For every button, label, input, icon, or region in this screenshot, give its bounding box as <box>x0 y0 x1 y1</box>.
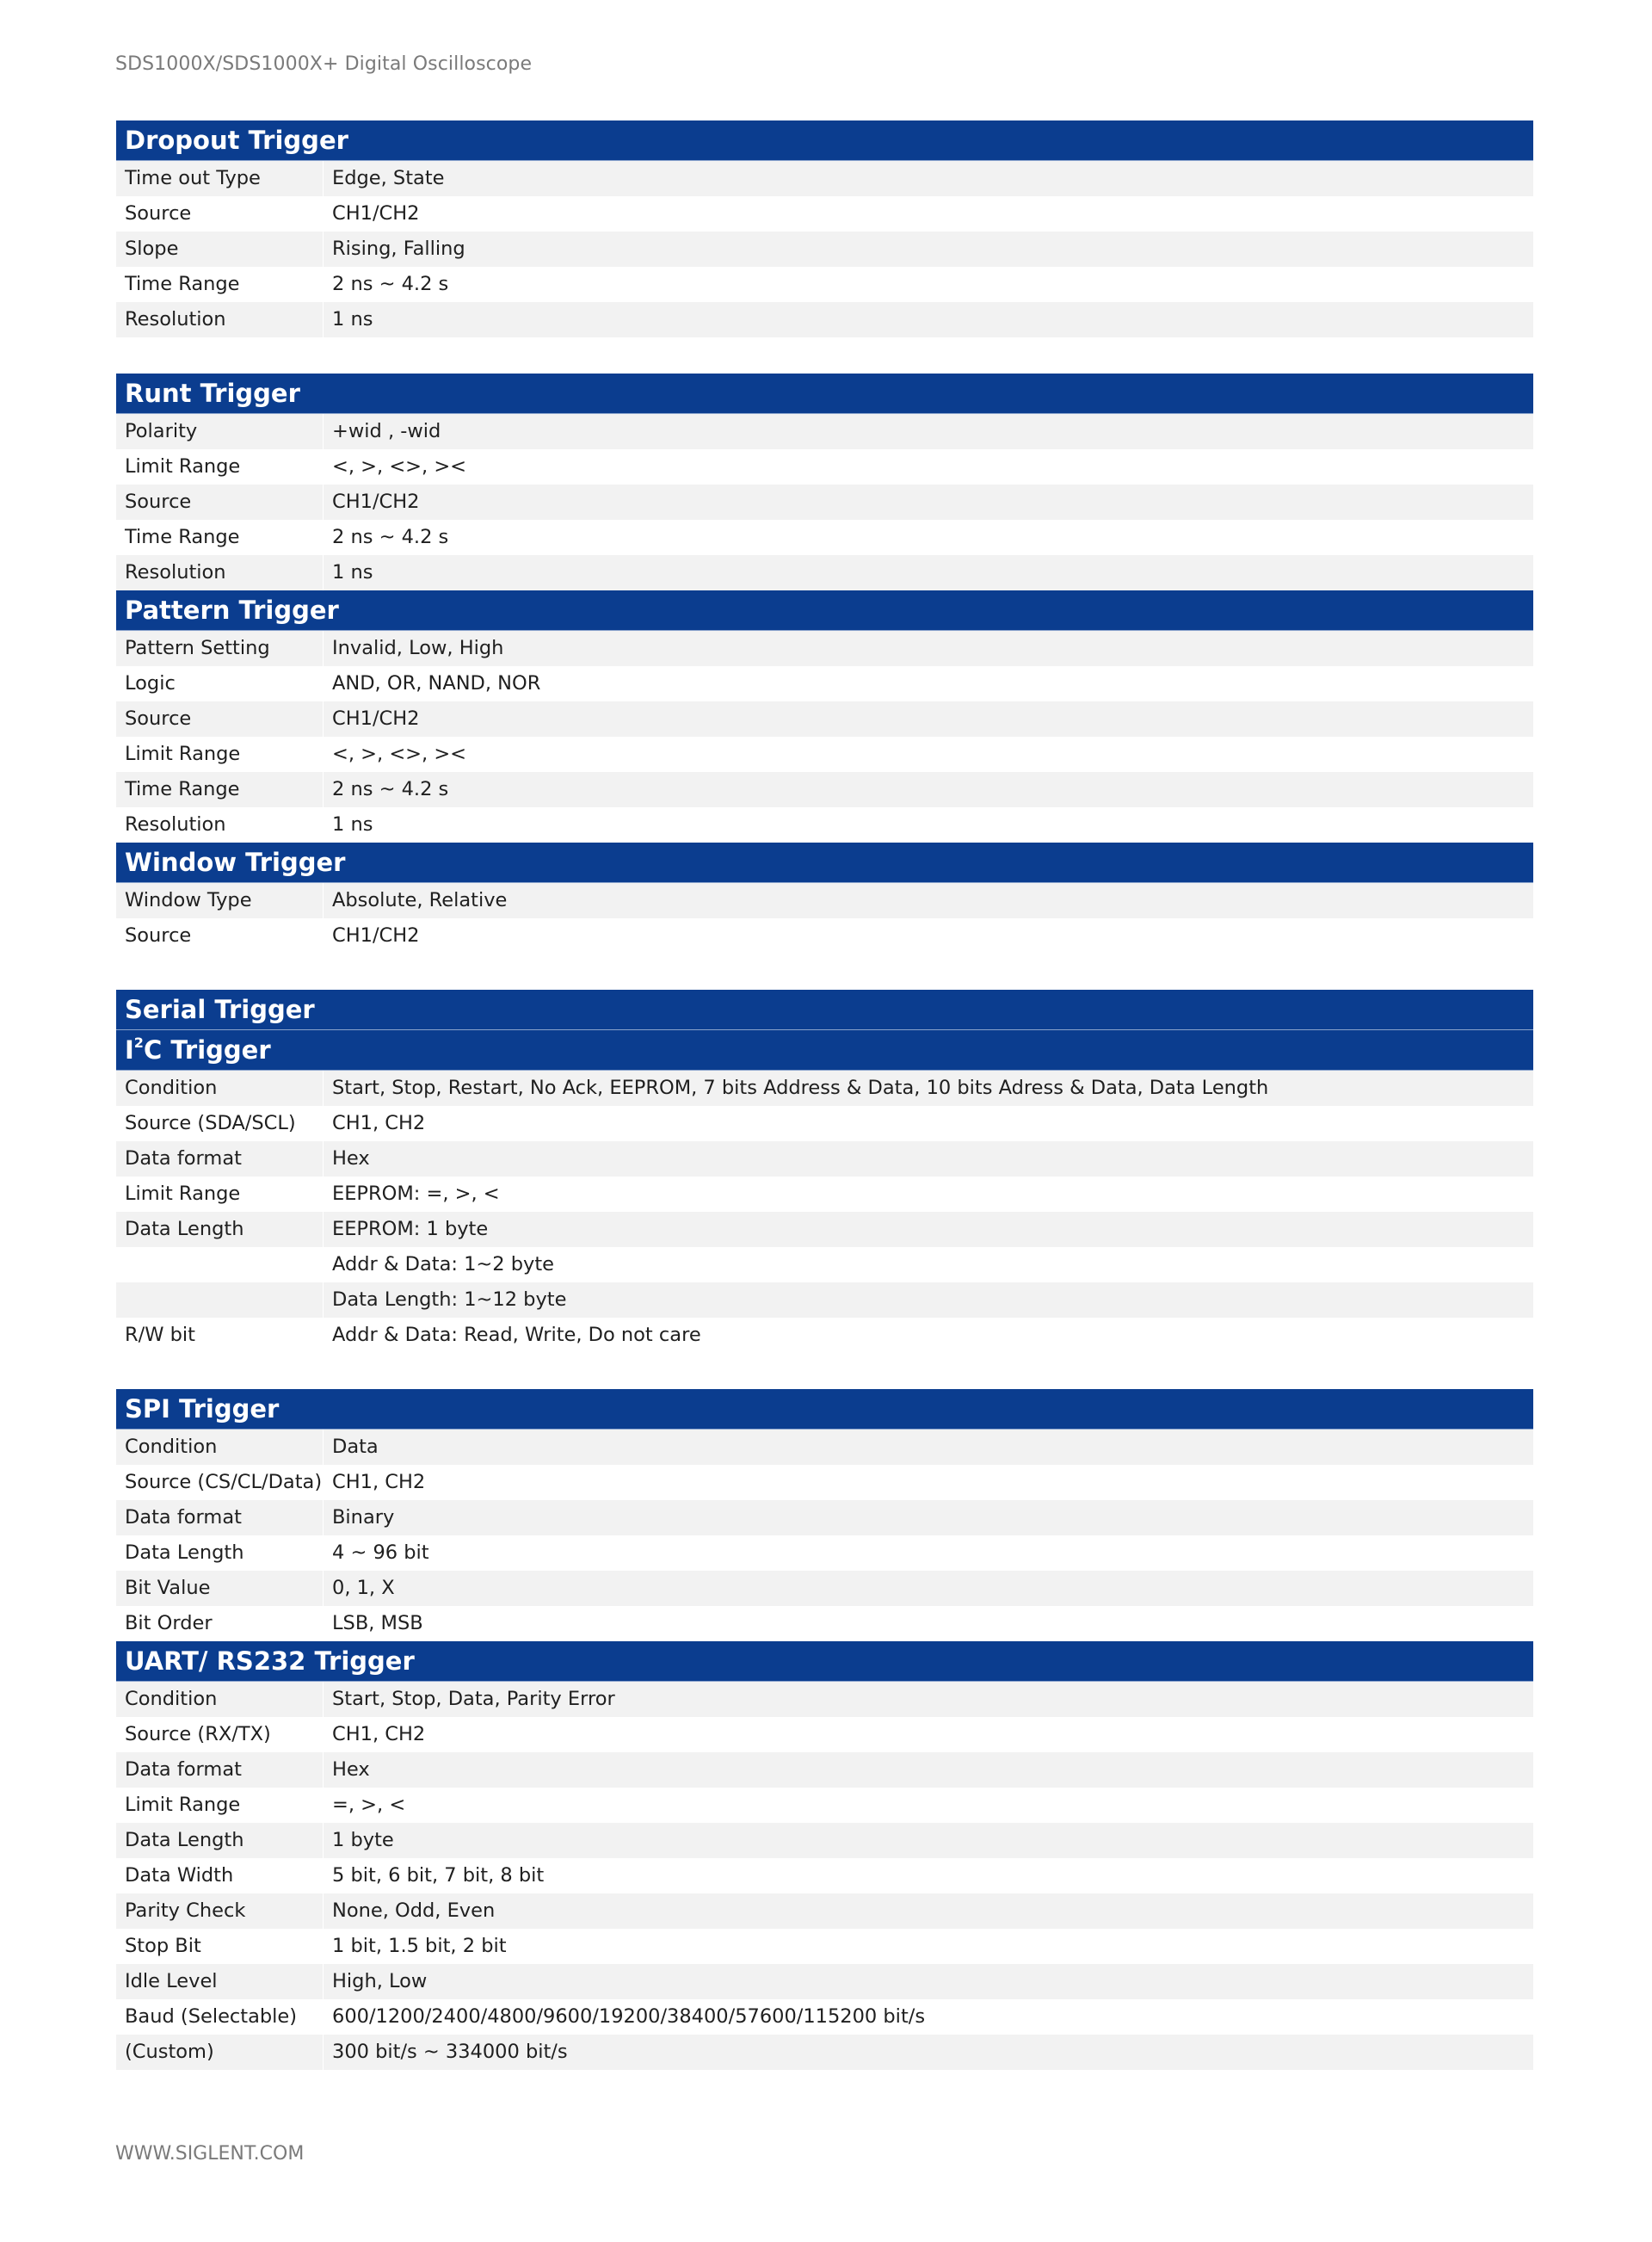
spec-label: Source (SDA/SCL) <box>116 1106 324 1141</box>
spec-row <box>116 1535 1533 1571</box>
spec-value: Addr & Data: Read, Write, Do not care <box>332 1324 701 1346</box>
spec-label <box>116 1247 324 1282</box>
spec-row <box>116 1893 1533 1929</box>
spec-row <box>116 666 1533 701</box>
spec-value: 1 byte <box>332 1829 394 1851</box>
spec-row <box>116 918 1533 954</box>
pattern-trigger-section <box>116 590 1533 843</box>
spec-value: Data Length: 1~12 byte <box>332 1288 567 1311</box>
spec-row <box>116 1752 1533 1788</box>
spec-row <box>116 1212 1533 1247</box>
section-title: Runt Trigger <box>116 374 1533 414</box>
spec-value: 1 ns <box>332 561 373 584</box>
spec-row <box>116 1318 1533 1353</box>
spec-value: 2 ns ~ 4.2 s <box>332 273 449 295</box>
spec-label: Baud (Selectable) <box>116 1999 324 2035</box>
spec-value: CH1/CH2 <box>332 707 420 730</box>
spec-row <box>116 232 1533 267</box>
spec-label: Bit Order <box>116 1606 324 1641</box>
spec-label: Condition <box>116 1430 324 1465</box>
spec-row <box>116 737 1533 772</box>
spec-value: Start, Stop, Data, Parity Error <box>332 1688 615 1710</box>
spec-label: (Custom) <box>116 2035 324 2070</box>
spec-value: EEPROM: =, >, < <box>332 1183 500 1205</box>
spec-row <box>116 161 1533 196</box>
spec-row <box>116 1964 1533 1999</box>
i2c-title-prefix: I <box>125 1035 134 1065</box>
spec-row <box>116 1247 1533 1282</box>
spec-row <box>116 1282 1533 1318</box>
spec-row <box>116 449 1533 485</box>
spec-label: Time out Type <box>116 161 324 196</box>
spec-value: <, >, <>, >< <box>332 743 467 765</box>
spec-row <box>116 1430 1533 1465</box>
section-title <box>116 1030 1533 1071</box>
spec-label: Bit Value <box>116 1571 324 1606</box>
spec-label: Stop Bit <box>116 1929 324 1964</box>
runt-trigger-section <box>116 374 1533 590</box>
spec-label: Time Range <box>116 267 324 302</box>
spec-label: Source <box>116 701 324 737</box>
spec-row <box>116 520 1533 555</box>
spec-value: Edge, State <box>332 167 445 189</box>
spec-row <box>116 1858 1533 1893</box>
spec-label: Data format <box>116 1141 324 1177</box>
spec-label: R/W bit <box>116 1318 324 1353</box>
page-header-title: SDS1000X/SDS1000X+ Digital Oscilloscope <box>115 53 533 75</box>
spec-value: +wid , -wid <box>332 420 441 442</box>
spec-label: Pattern Setting <box>116 631 324 666</box>
spec-row <box>116 555 1533 590</box>
spec-label: Data Length <box>116 1212 324 1247</box>
spec-value: AND, OR, NAND, NOR <box>332 672 541 695</box>
spec-label: Resolution <box>116 807 324 843</box>
spec-label: Source (RX/TX) <box>116 1717 324 1752</box>
spec-row <box>116 1106 1533 1141</box>
spec-value: =, >, < <box>332 1794 406 1816</box>
spec-value: LSB, MSB <box>332 1612 423 1634</box>
spec-row <box>116 1682 1533 1717</box>
spec-row <box>116 196 1533 232</box>
spec-label: Polarity <box>116 414 324 449</box>
spec-value: High, Low <box>332 1970 428 1992</box>
spec-row <box>116 807 1533 843</box>
section-title: Window Trigger <box>116 843 1533 883</box>
spec-row <box>116 1606 1533 1641</box>
spec-row <box>116 701 1533 737</box>
section-title: Dropout Trigger <box>116 120 1533 161</box>
spec-row <box>116 302 1533 337</box>
spec-value: CH1/CH2 <box>332 202 420 225</box>
spec-row <box>116 1500 1533 1535</box>
spec-label: Data Length <box>116 1823 324 1858</box>
section-title: SPI Trigger <box>116 1389 1533 1430</box>
spec-label: Source <box>116 196 324 232</box>
spec-value: Data <box>332 1436 379 1458</box>
spec-label: Parity Check <box>116 1893 324 1929</box>
spec-label: Limit Range <box>116 1177 324 1212</box>
i2c-trigger-section <box>116 1030 1533 1353</box>
spec-label: Data format <box>116 1500 324 1535</box>
spec-row <box>116 631 1533 666</box>
spec-label: Time Range <box>116 520 324 555</box>
spec-value: 1 bit, 1.5 bit, 2 bit <box>332 1935 507 1957</box>
section-title: UART/ RS232 Trigger <box>116 1641 1533 1682</box>
spec-label: Slope <box>116 232 324 267</box>
section-title: Serial Trigger <box>116 990 1533 1030</box>
spec-label <box>116 1282 324 1318</box>
spec-value: CH1, CH2 <box>332 1723 426 1745</box>
spec-label: Resolution <box>116 555 324 590</box>
spec-label: Data Length <box>116 1535 324 1571</box>
spec-row <box>116 2035 1533 2070</box>
spec-value: None, Odd, Even <box>332 1899 496 1922</box>
section-gap <box>116 954 1533 990</box>
spec-value: 0, 1, X <box>332 1577 395 1599</box>
spec-label: Limit Range <box>116 449 324 485</box>
spec-label: Idle Level <box>116 1964 324 1999</box>
spec-value: Binary <box>332 1506 395 1529</box>
spec-label: Limit Range <box>116 737 324 772</box>
spec-label: Source <box>116 485 324 520</box>
spec-value: Addr & Data: 1~2 byte <box>332 1253 555 1275</box>
spec-row <box>116 772 1533 807</box>
spec-row <box>116 1177 1533 1212</box>
spec-value: <, >, <>, >< <box>332 455 467 478</box>
spec-label: Data format <box>116 1752 324 1788</box>
spec-row <box>116 883 1533 918</box>
spec-row <box>116 267 1533 302</box>
section-title: Pattern Trigger <box>116 590 1533 631</box>
spec-value: 300 bit/s ~ 334000 bit/s <box>332 2041 568 2063</box>
spec-value: CH1/CH2 <box>332 491 420 513</box>
spec-value: CH1/CH2 <box>332 924 420 947</box>
spec-label: Window Type <box>116 883 324 918</box>
spec-value: 2 ns ~ 4.2 s <box>332 778 449 800</box>
spec-value: 1 ns <box>332 308 373 330</box>
spec-value: 2 ns ~ 4.2 s <box>332 526 449 548</box>
window-trigger-section <box>116 843 1533 954</box>
i2c-title-superscript: 2 <box>133 1035 144 1052</box>
spec-label: Condition <box>116 1682 324 1717</box>
spec-value: CH1, CH2 <box>332 1112 426 1134</box>
spec-value: Hex <box>332 1147 370 1170</box>
spec-row <box>116 1788 1533 1823</box>
spec-value: CH1, CH2 <box>332 1471 426 1493</box>
spec-value: Invalid, Low, High <box>332 637 504 659</box>
spec-row <box>116 1823 1533 1858</box>
section-gap <box>116 1353 1533 1389</box>
spec-label: Limit Range <box>116 1788 324 1823</box>
spec-value: Start, Stop, Restart, No Ack, EEPROM, 7 bits Address & Data, 10 bits Adress & Data, Data Length <box>332 1077 1269 1099</box>
spec-row <box>116 1071 1533 1106</box>
spec-value: Rising, Falling <box>332 238 465 260</box>
spec-value: 5 bit, 6 bit, 7 bit, 8 bit <box>332 1864 545 1887</box>
spi-trigger-section <box>116 1389 1533 1641</box>
spec-row <box>116 1141 1533 1177</box>
dropout-trigger-section <box>116 120 1533 337</box>
spec-value: EEPROM: 1 byte <box>332 1218 489 1240</box>
section-gap <box>116 337 1533 374</box>
spec-label: Source (CS/CL/Data) <box>116 1465 324 1500</box>
spec-value: 1 ns <box>332 813 373 836</box>
spec-row <box>116 1571 1533 1606</box>
i2c-title-suffix: C Trigger <box>143 1035 271 1065</box>
spec-row <box>116 414 1533 449</box>
uart-trigger-section <box>116 1641 1533 2070</box>
spec-row <box>116 1999 1533 2035</box>
spec-label: Data Width <box>116 1858 324 1893</box>
page-footer-url: WWW.SIGLENT.COM <box>115 2143 305 2165</box>
spec-value: Hex <box>332 1758 370 1781</box>
spec-value: 600/1200/2400/4800/9600/19200/38400/57600/115200 bit/s <box>332 2005 926 2028</box>
spec-row <box>116 1929 1533 1964</box>
spec-label: Resolution <box>116 302 324 337</box>
spec-row <box>116 1717 1533 1752</box>
spec-label: Logic <box>116 666 324 701</box>
spec-row <box>116 1465 1533 1500</box>
spec-label: Condition <box>116 1071 324 1106</box>
spec-label: Source <box>116 918 324 954</box>
spec-value: Absolute, Relative <box>332 889 508 911</box>
spec-content <box>116 120 1533 2070</box>
spec-row <box>116 485 1533 520</box>
spec-value: 4 ~ 96 bit <box>332 1541 429 1564</box>
serial-trigger-section <box>116 990 1533 1030</box>
spec-label: Time Range <box>116 772 324 807</box>
